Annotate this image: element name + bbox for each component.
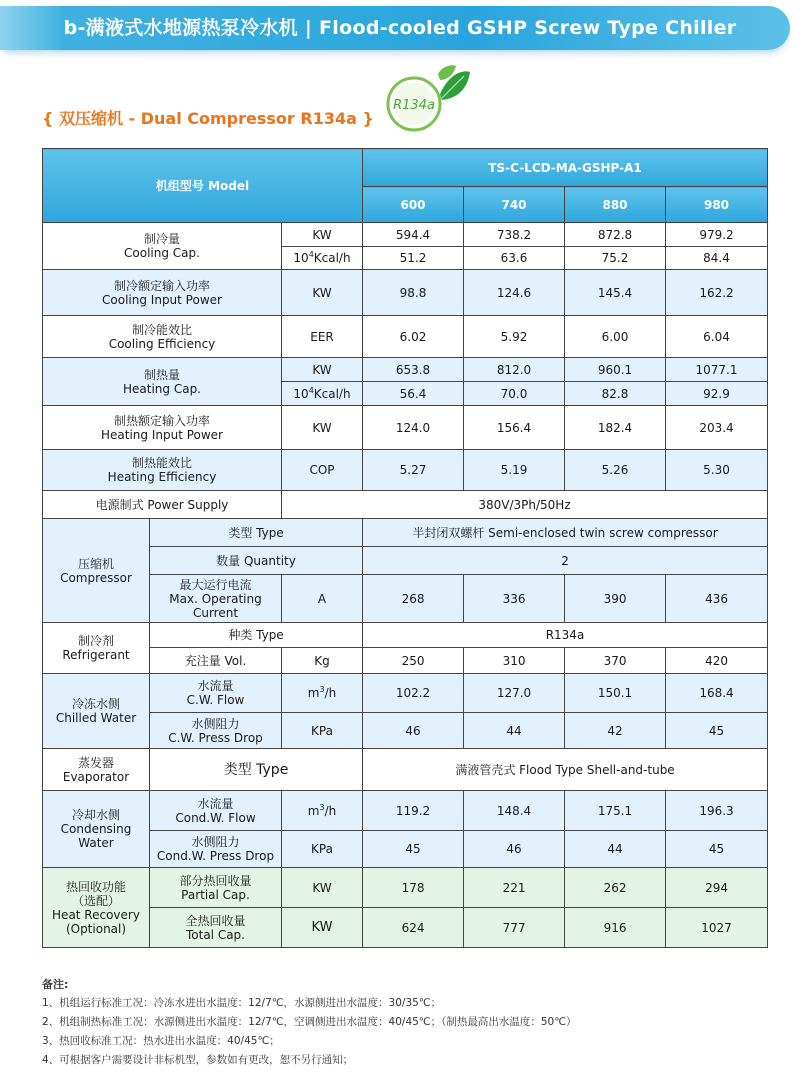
unit-cell: KW xyxy=(282,358,363,382)
partial-cap-label xyxy=(150,868,282,908)
label-en: Cooling Cap. xyxy=(124,246,200,260)
model-number: 600 xyxy=(363,187,464,223)
heat-recovery-label xyxy=(43,868,150,948)
label-cn: 制冷量 xyxy=(143,232,180,246)
label-cn: 最大运行电流 xyxy=(179,577,252,592)
evaporator-type-value: 满液管壳式 Flood Type Shell-and-tube xyxy=(363,749,768,791)
compressor-current-label xyxy=(150,575,282,623)
label-en: Cond.W. Flow xyxy=(175,810,256,825)
value-cell: 294 xyxy=(666,868,768,908)
label-cn: 制热额定输入功率 xyxy=(113,413,210,428)
logo-text: R134a xyxy=(393,98,435,113)
value-cell: 124.0 xyxy=(363,406,464,450)
value-cell: 268 xyxy=(363,575,464,623)
value-cell: 127.0 xyxy=(464,674,565,713)
value-cell: 6.02 xyxy=(363,316,464,358)
label-cn: 水流量 xyxy=(197,796,234,811)
unit-cell: KW xyxy=(282,223,363,247)
label-en: Chilled Water xyxy=(55,711,137,725)
label-en: Max. Operating xyxy=(169,591,262,606)
value-cell: 148.4 xyxy=(464,791,565,831)
value-cell: 653.8 xyxy=(363,358,464,382)
cooling-eff-label xyxy=(43,316,282,358)
heating-eff-label xyxy=(43,450,282,491)
label-cn: （选配） xyxy=(71,893,120,908)
power-supply-label: 电源制式 Power Supply xyxy=(43,491,282,519)
label-en: Current xyxy=(192,605,239,620)
value-cell: 390 xyxy=(565,575,666,623)
note-item: 4、可根据客户需要设计非标机型，参数如有更改，恕不另行通知； xyxy=(42,1054,354,1066)
value-cell: 196.3 xyxy=(666,791,768,831)
value-cell: 119.2 xyxy=(363,791,464,831)
value-cell: 46 xyxy=(464,831,565,868)
unit-cell: EER xyxy=(282,316,363,358)
condensing-water-label xyxy=(43,791,150,868)
value-cell: 6.00 xyxy=(565,316,666,358)
evaporator-type-label: 类型 Type xyxy=(150,749,363,791)
value-cell: 168.4 xyxy=(666,674,768,713)
label-cn: 冷冻水侧 xyxy=(71,697,120,711)
total-cap-label xyxy=(150,908,282,948)
value-cell: 5.30 xyxy=(666,450,768,491)
section-subtitle: { 双压缩机 - Dual Compressor R134a } xyxy=(42,109,374,128)
label-en: Compressor xyxy=(60,570,132,585)
value-cell: 872.8 xyxy=(565,223,666,247)
value-cell: 250 xyxy=(363,648,464,674)
value-cell: 310 xyxy=(464,648,565,674)
label-en: (Optional) xyxy=(65,921,127,936)
heating-power-label xyxy=(43,406,282,450)
label-en: C.W. Flow xyxy=(186,693,245,707)
model-label: 机组型号 Model xyxy=(43,149,363,223)
unit-cell: KW xyxy=(282,908,363,948)
label-en: Heating Efficiency xyxy=(107,470,217,484)
value-cell: 203.4 xyxy=(666,406,768,450)
value-cell: 624 xyxy=(363,908,464,948)
label-cn: 制冷能效比 xyxy=(131,322,192,337)
notes-title: 备注: xyxy=(42,978,69,991)
value-cell: 916 xyxy=(565,908,666,948)
label-cn: 制热能效比 xyxy=(131,456,192,470)
page-title: b-满液式水地源热泵冷水机 | Flood-cooled GSHP Screw Type Chiller xyxy=(63,17,737,39)
unit-cell: KW xyxy=(282,406,363,450)
value-cell: 777 xyxy=(464,908,565,948)
value-cell: 63.6 xyxy=(464,247,565,270)
value-cell: 70.0 xyxy=(464,382,565,406)
value-cell: 46 xyxy=(363,713,464,749)
value-cell: 162.2 xyxy=(666,270,768,316)
value-cell: 5.19 xyxy=(464,450,565,491)
value-cell: 436 xyxy=(666,575,768,623)
value-cell: 124.6 xyxy=(464,270,565,316)
notes-section xyxy=(42,975,782,1070)
compressor-label xyxy=(43,519,150,623)
value-cell: 175.1 xyxy=(565,791,666,831)
label-cn: 部分热回收量 xyxy=(179,873,252,888)
value-cell: 156.4 xyxy=(464,406,565,450)
cw-drop-label xyxy=(150,713,282,749)
unit-cell: Kg xyxy=(282,648,363,674)
value-cell: 44 xyxy=(565,831,666,868)
value-cell: 336 xyxy=(464,575,565,623)
unit-cell: $m^3/h$ xyxy=(282,674,363,713)
value-cell: 5.26 xyxy=(565,450,666,491)
value-cell: 5.27 xyxy=(363,450,464,491)
model-number: 740 xyxy=(464,187,565,223)
note-item: 1、机组运行标准工况：冷冻水进出水温度：12/7℃，水源侧进出水温度：30/35℃； xyxy=(42,997,442,1009)
value-cell: 420 xyxy=(666,648,768,674)
value-cell: 45 xyxy=(666,713,768,749)
value-cell: 182.4 xyxy=(565,406,666,450)
label-cn: 制热量 xyxy=(143,367,180,382)
label-en: Condensing xyxy=(60,822,132,836)
label-cn: 水侧阻力 xyxy=(191,835,240,849)
value-cell: 82.8 xyxy=(565,382,666,406)
label-en: Refrigerant xyxy=(62,648,130,662)
value-cell: 6.04 xyxy=(666,316,768,358)
value-cell: 45 xyxy=(363,831,464,868)
label-en: Cond.W. Press Drop xyxy=(156,849,275,863)
label-cn: 热回收功能 xyxy=(65,879,126,894)
power-supply-value: 380V/3Ph/50Hz xyxy=(282,491,768,519)
label-cn: 压缩机 xyxy=(77,556,114,571)
unit-text: Kcal/h xyxy=(313,251,351,265)
heating-cap-label xyxy=(43,358,282,406)
value-cell: 812.0 xyxy=(464,358,565,382)
value-cell: 98.8 xyxy=(363,270,464,316)
label-en: Heating Cap. xyxy=(123,381,201,396)
value-cell: 594.4 xyxy=(363,223,464,247)
unit-cell: KPa xyxy=(282,713,363,749)
refrigerant-vol-label: 充注量 Vol. xyxy=(150,648,282,674)
label-en: Evaporator xyxy=(62,769,130,784)
value-cell: 44 xyxy=(464,713,565,749)
value-cell: 145.4 xyxy=(565,270,666,316)
unit-cell: $10^4Kcal/h$ xyxy=(282,382,363,406)
refrigerant-type-label: 种类 Type xyxy=(150,623,363,648)
value-cell: 75.2 xyxy=(565,247,666,270)
unit-cell: A xyxy=(282,575,363,623)
compressor-qty-value: 2 xyxy=(363,547,768,575)
evaporator-label xyxy=(43,749,150,791)
label-en: Cooling Efficiency xyxy=(108,336,216,351)
compressor-qty-label: 数量 Quantity xyxy=(150,547,363,575)
value-cell: 178 xyxy=(363,868,464,908)
value-cell: 51.2 xyxy=(363,247,464,270)
label-cn: 全热回收量 xyxy=(185,913,246,928)
leaf-badge-icon xyxy=(380,64,472,140)
refrigerant-type-value: R134a xyxy=(363,623,768,648)
model-series: TS-C-LCD-MA-GSHP-A1 xyxy=(363,149,768,187)
value-cell: 92.9 xyxy=(666,382,768,406)
value-cell: 738.2 xyxy=(464,223,565,247)
value-cell: 150.1 xyxy=(565,674,666,713)
value-cell: 45 xyxy=(666,831,768,868)
cond-drop-label xyxy=(150,831,282,868)
label-en: Total Cap. xyxy=(185,927,245,942)
unit-cell: KPa xyxy=(282,831,363,868)
value-cell: 960.1 xyxy=(565,358,666,382)
value-cell: 56.4 xyxy=(363,382,464,406)
value-cell: 1077.1 xyxy=(666,358,768,382)
unit-text: Kcal/h xyxy=(313,386,351,401)
cw-flow-label xyxy=(150,674,282,713)
model-number: 880 xyxy=(565,187,666,223)
spec-table xyxy=(42,148,768,948)
value-cell: 221 xyxy=(464,868,565,908)
unit-cell: KW xyxy=(282,868,363,908)
value-cell: 262 xyxy=(565,868,666,908)
label-cn: 水流量 xyxy=(197,679,234,693)
label-cn: 冷却水侧 xyxy=(71,808,120,822)
unit-cell: $10^4Kcal/h$ xyxy=(282,247,363,270)
model-number: 980 xyxy=(666,187,768,223)
unit-cell: KW xyxy=(282,270,363,316)
cond-flow-label xyxy=(150,791,282,831)
unit-cell: COP xyxy=(282,450,363,491)
compressor-type-label: 类型 Type xyxy=(150,519,363,547)
value-cell: 102.2 xyxy=(363,674,464,713)
label-en: Partial Cap. xyxy=(181,887,250,902)
value-cell: 370 xyxy=(565,648,666,674)
cooling-cap-label xyxy=(43,223,282,270)
value-cell: 979.2 xyxy=(666,223,768,247)
label-cn: 制冷额定输入功率 xyxy=(113,278,210,293)
value-cell: 84.4 xyxy=(666,247,768,270)
label-en: Cooling Input Power xyxy=(102,292,222,307)
note-item: 2、机组制热标准工况：水源侧进出水温度：12/7℃，空调侧进出水温度：40/45℃；（制热最高出水温度：50℃） xyxy=(42,1016,577,1028)
label-cn: 蒸发器 xyxy=(77,755,114,770)
value-cell: 42 xyxy=(565,713,666,749)
label-en: C.W. Press Drop xyxy=(168,730,263,745)
note-item: 3、热回收标准工况：热水进出水温度：40/45℃； xyxy=(42,1035,280,1047)
label-en: Heat Recovery xyxy=(52,907,140,922)
unit-cell: $m^3/h$ xyxy=(282,791,363,831)
value-cell: 5.92 xyxy=(464,316,565,358)
chilled-water-label xyxy=(43,674,150,749)
cooling-power-label xyxy=(43,270,282,316)
label-cn: 制冷剂 xyxy=(77,634,114,648)
refrigerant-label xyxy=(43,623,150,674)
value-cell: 1027 xyxy=(666,908,768,948)
label-en: Water xyxy=(78,836,114,850)
label-cn: 水侧阻力 xyxy=(191,716,240,731)
compressor-type-value: 半封闭双螺杆 Semi-enclosed twin screw compressor xyxy=(363,519,768,547)
label-en: Heating Input Power xyxy=(100,427,223,442)
